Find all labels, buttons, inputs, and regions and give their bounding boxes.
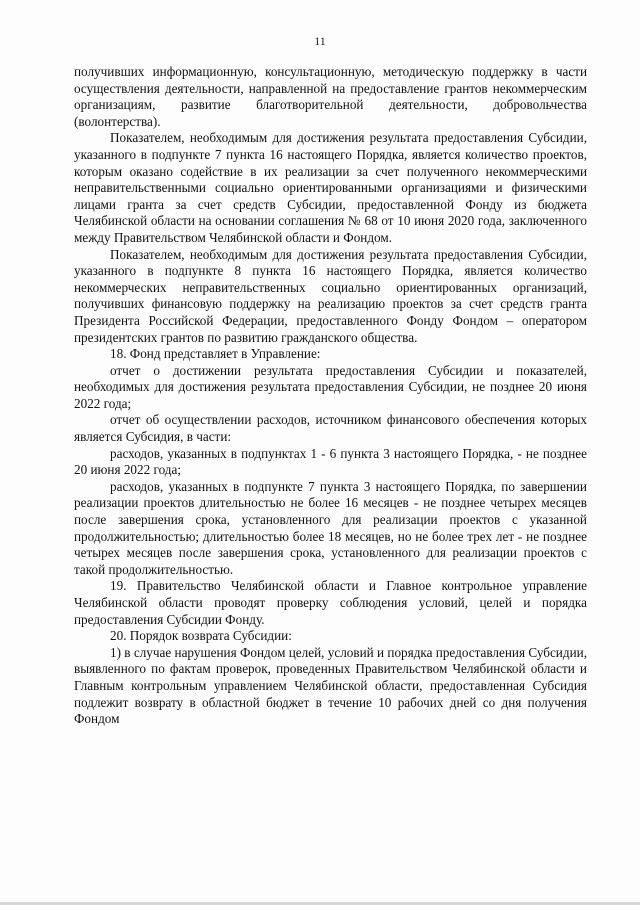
page-number: 11 bbox=[314, 34, 326, 48]
paragraph: Показателем, необходимым для достижения результата предоставления Субсидии, указанного в подпункте 7 пункта 16 настоящего Порядка, является количество проектов, которым оказано содействие в их реализации за счет полученного некоммерческими неправительственными социально ориентированными организациями и физическими лицами гранта за счет средств Субсидии, предоставленной Фонду из бюджета Челябинской области на основании соглашения № 68 от 10 июня 2020 года, заключенного между Правительством Челябинской области и Фондом. bbox=[74, 130, 587, 245]
section-heading: 20. Порядок возврата Субсидии: bbox=[110, 628, 292, 644]
paragraph: отчет о достижении результата предоставления Субсидии и показателей, необходимых для достижения результата предоставления Субсидии, не позднее 20 июня 2022 года; bbox=[74, 362, 587, 411]
paragraph: расходов, указанных в подпункте 7 пункта 3 настоящего Порядка, по завершении реализации проектов длительностью не более 16 месяцев - не позднее четырех месяцев после завершения срока, установленного для реализации проектов с указанной продолжительностью; длительностью более 18 месяцев, но не более трех лет - не позднее четырех месяцев после завершения срока, установленного для реализации проектов с такой продолжительностью. bbox=[74, 478, 587, 577]
paragraph: Показателем, необходимым для достижения результата предоставления Субсидии, указанного в подпункте 8 пункта 16 настоящего Порядка, является количество некоммерческих неправительственных социально ориентированных организаций, получивших финансовую поддержку на реализацию проектов за счет средств гранта Президента Российской Федерации, предоставленного Фонду Фондом – оператором президентских грантов по развитию гражданского общества. bbox=[74, 246, 587, 345]
paragraph: расходов, указанных в подпунктах 1 - 6 пункта 3 настоящего Порядка, - не позднее 20 июня 2022 года; bbox=[74, 445, 587, 478]
paragraph: 19. Правительство Челябинской области и Главное контрольное управление Челябинской области проводят проверку соблюдения условий, целей и порядка предоставления Субсидии Фонду. bbox=[74, 578, 587, 627]
paragraph: 1) в случае нарушения Фондом целей, условий и порядка предоставления Субсидии, выявленного по фактам проверок, проведенных Правительством Челябинской области и Главным контрольным управлением Челябинской области, предоставленная Субсидия подлежит возврату в областной бюджет в течение 10 рабочих дней со дня получения Фондом bbox=[74, 644, 587, 727]
paragraph: получивших информационную, консультационную, методическую поддержку в части осуществления деятельности, направленной на предоставление грантов некоммерческим организациям, развитие благотворительной деятельности, добровольчества (волонтерства). bbox=[74, 64, 587, 129]
paragraph: отчет об осуществлении расходов, источником финансового обеспечения которых является Субсидия, в части: bbox=[74, 412, 587, 445]
document-body bbox=[74, 64, 587, 728]
section-heading: 18. Фонд представляет в Управление: bbox=[110, 346, 321, 362]
